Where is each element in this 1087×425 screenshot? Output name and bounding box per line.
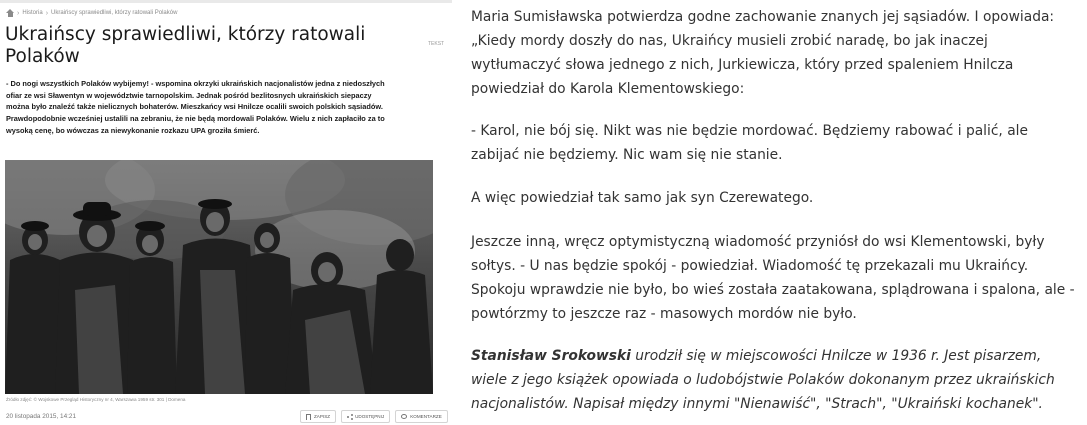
breadcrumb-item-category[interactable]: Historia [22,10,43,16]
comments-button-label: KOMENTARZE [410,414,442,419]
historical-photo-illustration [5,160,433,394]
breadcrumb [6,8,177,18]
article-photo [5,160,433,394]
share-button[interactable] [341,410,390,423]
comments-button[interactable] [395,410,448,423]
breadcrumb-item-article: Ukraińscy sprawiedliwi, którzy ratowali Polaków [51,10,178,16]
publish-date: 20 listopada 2015, 14:21 [6,413,77,420]
article-body [470,0,1080,425]
body-paragraph-2: - Karol, nie bój się. Nikt was nie będzie mordować. Będziemy rabować i palić, ale zabijać nie będziemy. Nic wam się nie stanie. [471,123,1028,163]
article-preview-panel [0,0,452,425]
article-actions [300,410,448,423]
share-icon [347,416,349,418]
text-size-toggle[interactable]: TEKST [428,41,445,47]
chevron-right-icon: › [45,9,49,17]
top-strip [0,0,452,3]
article-lead: - Do nogi wszystkich Polaków wybijemy! - wspomina okrzyki ukraińskich nacjonalistów jedna z niedoszłych ofiar ze wsi Sławentyn w województwie tarnopolskim. Jednak pośród bezlitosnych ukraińskich siepaczy można było znaleźć także nielicznych bohaterów. Mieszkańcy wsi Hnilcze ocalili swoich polskich sąsiadów. Prawdopodobnie wcześniej ustalili na zebraniu, że nie będą mordowali Polaków. Wielu z nich zapłaciło za to wysoką cenę, bo wówczas za niewykonanie rozkazu UPA groziła śmierć. [6,79,385,135]
author-bio-text: urodził się w miejscowości Hnilcze w 1936 r. Jest pisarzem, wiele z jego książek opowiada o ludobójstwie Polaków dokonanym przez ukraińskich nacjonalistów. Napisał między innymi "Nienawiść", "Strach", "Ukraiński kochanek". [471,348,1055,412]
article-headline: Ukraińscy sprawiedliwi, którzy ratowali Polaków [5,24,366,67]
body-paragraph-3: A więc powiedział tak samo jak syn Czerewatego. [471,190,814,206]
body-paragraph-4: Jeszcze inną, wręcz optymistyczną wiadomość przyniósł do wsi Klementowski, były sołtys. - U nas będzie spokój - powiedział. Wiadomość tę przekazali mu Ukraińcy. Spokoju wprawdzie nie było, bo wieś została zaatakowana, splądrowana i spalona, ale - powtórzmy to jeszcze raz - masowych mordów nie było. [471,234,1075,322]
save-button-label: ZAPISZ [314,414,331,419]
author-name: Stanisław Srokowski [471,348,631,364]
photo-caption: Źródło zdjęć: © Wojskowe Przegląd Historyczny nr 4, Warszawa 1959 str. 301 | Domena [6,397,186,402]
save-button[interactable] [300,410,336,423]
body-paragraph-1: Maria Sumisławska potwierdza godne zachowanie znanych jej sąsiadów. I opowiada: „Kiedy mordy doszły do nas, Ukraińcy musieli zrobić naradę, bo jak inaczej wytłumaczyć słowa jednego z nich, Jurkiewicza, który przed spaleniem Hnilcza powiedział do Karola Klementowskiego: [471,9,1055,97]
chevron-right-icon: › [17,9,20,17]
home-icon[interactable] [6,9,14,17]
bookmark-icon [306,414,311,420]
share-button-label: UDOSTĘPNIJ [355,414,385,419]
comment-icon [401,414,407,419]
author-bio [471,344,1078,416]
